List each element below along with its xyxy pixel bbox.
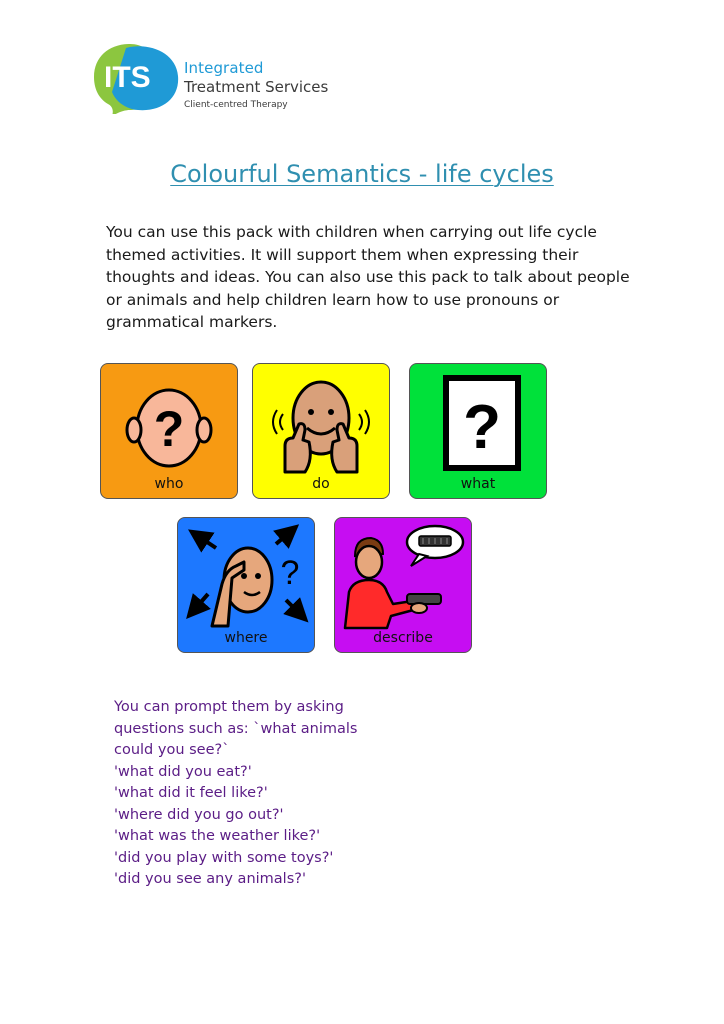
- prompt-line: 'what did you eat?': [114, 763, 252, 780]
- card-what: [409, 363, 547, 499]
- card-describe-label: describe: [373, 630, 433, 646]
- logo-line-integrated: Integrated: [184, 59, 264, 77]
- page-title: Colourful Semantics - life cycles: [170, 160, 554, 188]
- its-logo: [86, 40, 346, 116]
- prompt-line: 'did you see any animals?': [114, 871, 306, 887]
- prompt-line: 'what was the weather like?': [114, 828, 321, 844]
- card-who-label: who: [154, 476, 184, 492]
- card-do-label: do: [312, 476, 330, 492]
- prompt-line: You can prompt them by asking: [114, 699, 344, 715]
- prompt-questions: [114, 697, 434, 891]
- prompt-line: 'did you play with some toys?': [114, 849, 334, 866]
- intro-paragraph: You can use this pack with children when carrying out life cycle themed activities. It will support them when expressing their thoughts and ideas. You can also use this pack to talk about people or animals and help children learn how to use pronouns or grammatical markers.: [106, 223, 630, 331]
- card-do: [252, 363, 390, 499]
- prompt-line: questions such as: `what animals: [114, 720, 358, 737]
- card-where: [177, 517, 315, 653]
- card-who: [100, 363, 238, 499]
- logo-line-treatment-services: Treatment Services: [184, 78, 329, 96]
- its-logo-mark: [86, 40, 182, 114]
- logo-tagline: Client-centred Therapy: [184, 100, 288, 110]
- svg-text:?: ?: [280, 554, 300, 592]
- card-what-label: what: [460, 476, 496, 492]
- prompt-line: 'where did you go out?': [114, 806, 284, 823]
- svg-text:?: ?: [153, 401, 185, 457]
- card-describe: [334, 517, 472, 653]
- svg-text:?: ?: [463, 393, 501, 462]
- card-where-label: where: [224, 630, 268, 646]
- its-logo-mark-text: ITS: [104, 61, 151, 94]
- prompt-line: 'what did it feel like?': [114, 785, 268, 801]
- prompt-line: could you see?`: [114, 742, 230, 758]
